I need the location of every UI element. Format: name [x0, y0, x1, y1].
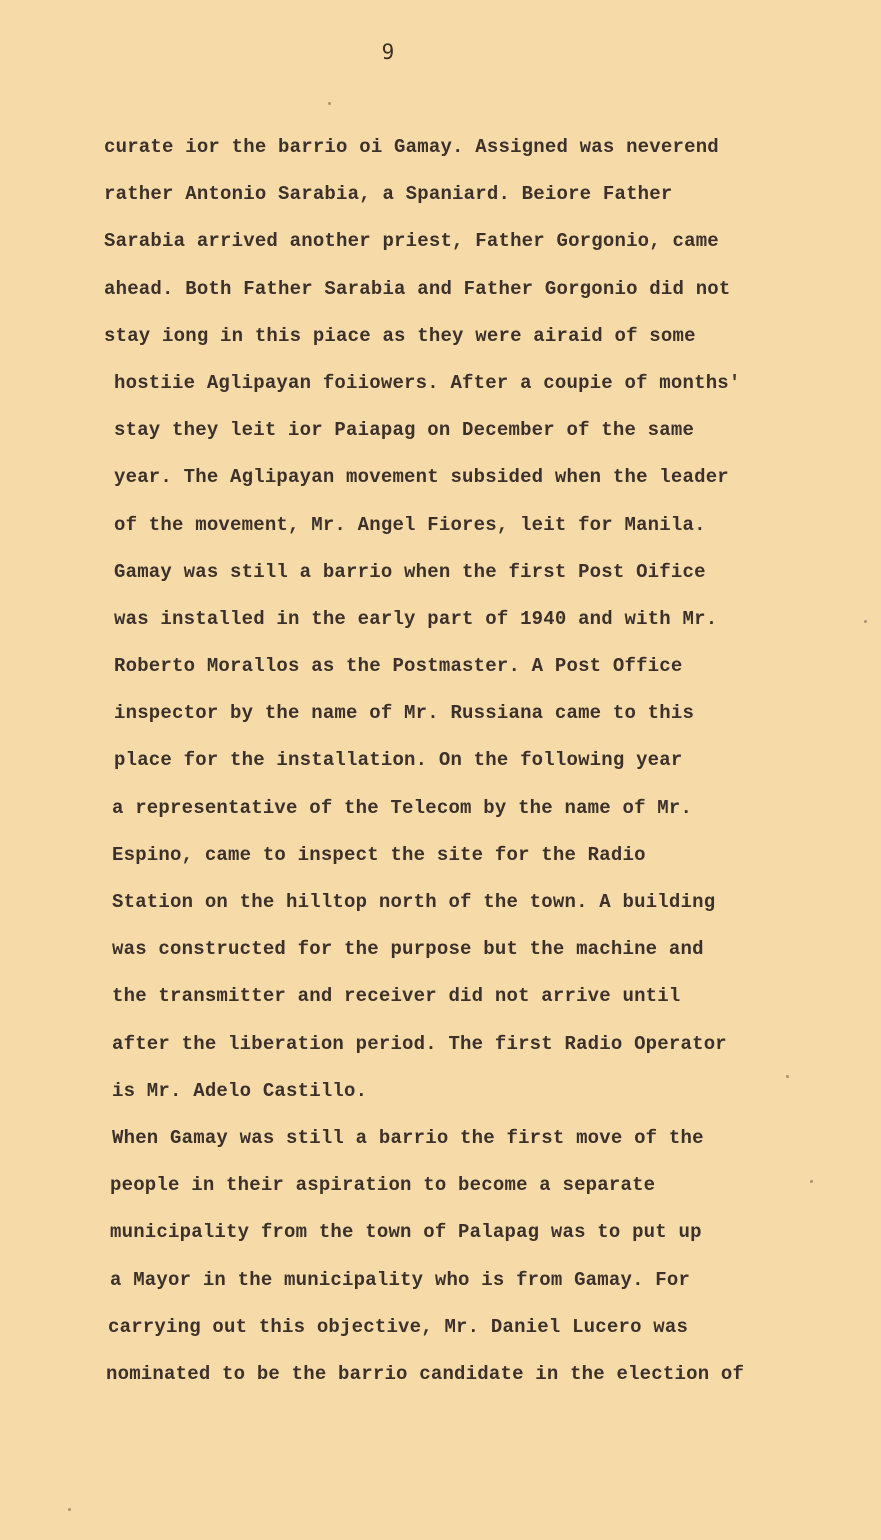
text-line: hostiie Aglipayan foiiowers. After a coupie of months' — [114, 371, 741, 394]
text-line: of the movement, Mr. Angel Fiores, leit for Manila. — [114, 513, 706, 536]
text-line: the transmitter and receiver did not arrive until — [112, 985, 681, 1008]
paper-speck — [810, 1180, 813, 1183]
text-line: after the liberation period. The first Radio Operator — [112, 1032, 727, 1055]
text-line: stay they leit ior Paiapag on December of the same — [114, 419, 695, 442]
text-line: carrying out this objective, Mr. Daniel Lucero was — [108, 1315, 689, 1338]
text-line: year. The Aglipayan movement subsided when the leader — [114, 466, 729, 489]
text-line: was constructed for the purpose but the machine and — [112, 938, 704, 961]
text-line: curate ior the barrio oi Gamay. Assigned was neverend — [104, 136, 719, 158]
text-line: a Mayor in the municipality who is from Gamay. For — [110, 1268, 691, 1291]
text-line: When Gamay was still a barrio the first move of the — [112, 1126, 704, 1149]
paper-speck — [786, 1075, 789, 1078]
text-line: people in their aspiration to become a separate — [110, 1174, 656, 1197]
text-line: Espino, came to inspect the site for the Radio — [112, 843, 646, 866]
text-line: stay iong in this piace as they were airaid of some — [104, 324, 696, 347]
paper-speck — [68, 1508, 71, 1511]
text-line: ahead. Both Father Sarabia and Father Gorgonio did not — [104, 277, 731, 300]
text-line: Station on the hilltop north of the town. A building — [112, 891, 716, 913]
paper-speck — [864, 620, 867, 623]
text-line: municipality from the town of Palapag was to put up — [110, 1221, 702, 1244]
page-number: 9 — [381, 40, 395, 64]
text-line: Gamay was still a barrio when the first Post Oifice — [114, 560, 706, 583]
text-line: inspector by the name of Mr. Russiana came to this — [114, 702, 695, 725]
text-line: Sarabia arrived another priest, Father Gorgonio, came — [104, 230, 719, 253]
text-line: place for the installation. On the following year — [114, 749, 683, 772]
text-line: nominated to be the barrio candidate in the election of — [106, 1362, 745, 1385]
paper-speck — [328, 102, 331, 105]
text-line: Roberto Morallos as the Postmaster. A Post Office — [114, 655, 683, 678]
text-line: a representative of the Telecom by the name of Mr. — [112, 796, 693, 819]
body-text — [104, 124, 824, 1398]
text-line: was installed in the early part of 1940 and with Mr. — [114, 607, 718, 630]
text-line: rather Antonio Sarabia, a Spaniard. Beiore Father — [104, 183, 673, 206]
text-line: is Mr. Adelo Castillo. — [112, 1079, 368, 1102]
